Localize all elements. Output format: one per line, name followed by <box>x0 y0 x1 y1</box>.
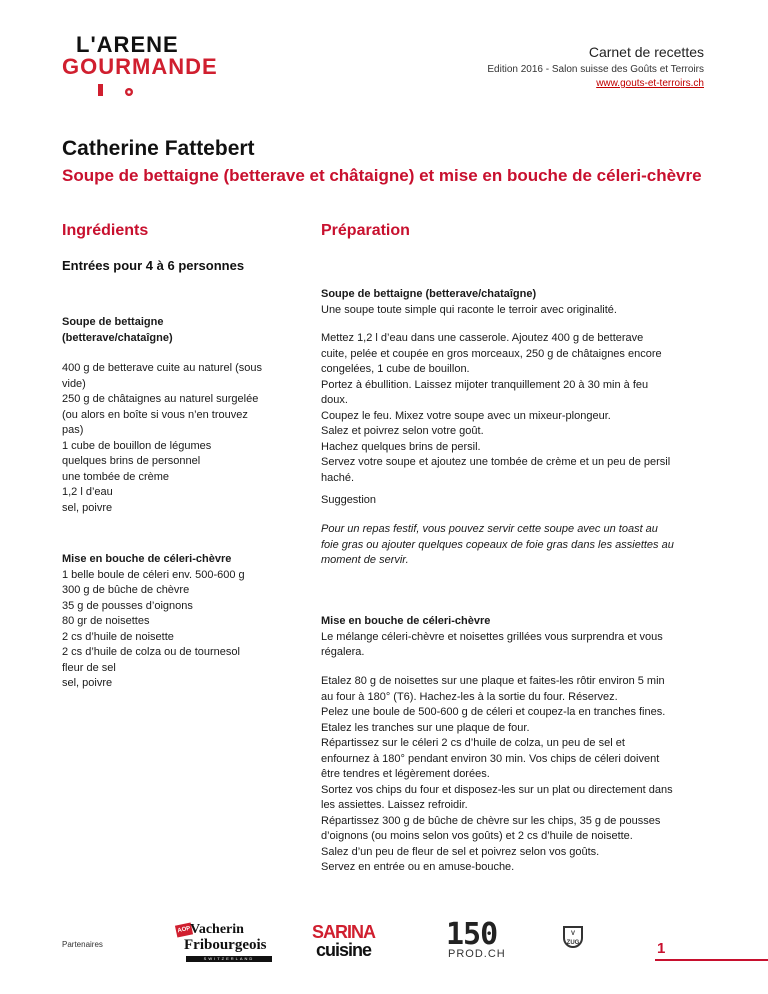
soup-preparation-title: Soupe de bettaigne (betterave/chataîgne) <box>321 288 537 300</box>
sarina-text: SARINA <box>312 922 376 942</box>
preparation-step: au four à 180° (T6). Hachez-les à la sortie du four. Réservez. <box>321 690 618 703</box>
ingredient-item: sel, poivre <box>62 501 113 514</box>
soup-preparation-intro: Une soupe toute simple qui raconte le terroir avec originalité. <box>321 303 617 316</box>
preparation-step: Etalez 80 g de noisettes sur une plaque et faites-les rôtir environ 5 min <box>321 675 665 687</box>
preparation-step: Coupez le feu. Mixez votre soupe avec un mixeur-plongeur. <box>321 409 611 422</box>
prod-ch-text: PROD.CH <box>448 948 506 960</box>
vacherin-text: Vacherin <box>190 922 244 937</box>
preparation-step: Servez votre soupe et ajoutez une tombée de crème et un peu de persil <box>321 456 671 468</box>
logo-text-line2: GOURMANDE <box>62 54 218 79</box>
sarina-cuisine-logo <box>312 920 392 966</box>
author-name: Catherine Fattebert <box>62 137 255 160</box>
ingredient-item: une tombée de crème <box>62 470 170 483</box>
preparation-step: enfournez à 180° pendant environ 30 min. Vos chips de céleri doivent <box>321 752 660 765</box>
switzerland-band: SWITZERLAND <box>186 956 272 962</box>
ingredient-item: 1,2 l d’eau <box>62 486 113 498</box>
preparation-step: cuite, pelée et coupée en gros morceaux, 250 g de châtaignes encore <box>321 347 662 360</box>
preparation-step: les assiettes. Laissez refroidir. <box>321 799 468 811</box>
ingredient-item: vide) <box>62 377 86 390</box>
ingredient-item: fleur de sel <box>62 661 116 674</box>
ingredient-item: (ou alors en boîte si vous n’en trouvez <box>62 408 248 421</box>
logo-utensils-icon <box>62 34 192 106</box>
ingredient-item: 1 cube de bouillon de légumes <box>62 439 212 452</box>
preparation-step: haché. <box>321 471 355 484</box>
ingredient-item: 2 cs d’huile de noisette <box>62 630 174 643</box>
page-number-rule <box>655 959 768 961</box>
ingredient-item: pas) <box>62 424 84 436</box>
arene-gourmande-logo <box>62 32 218 106</box>
recipe-title: Soupe de bettaigne (betterave et châtaigne) et mise en bouche de céleri-chèvre <box>62 166 702 185</box>
ingredients-heading: Ingrédients <box>62 222 149 239</box>
suggestion-label: Suggestion <box>321 494 377 506</box>
preparation-step: Etalez les tranches sur une plaque de four. <box>321 721 530 734</box>
page-number: 1 <box>657 940 666 957</box>
150-text: 150 <box>446 917 498 952</box>
preparation-step: Mettez 1,2 l d’eau dans une casserole. Ajoutez 400 g de betterave <box>321 332 644 344</box>
vzug-logo <box>563 920 589 966</box>
preparation-step: Salez d’un peu de fleur de sel et poivrez selon vos goûts. <box>321 845 600 858</box>
preparation-step: doux. <box>321 394 348 406</box>
ingredient-item: 2 cs d’huile de colza ou de tournesol <box>62 646 240 658</box>
ingredient-item: 35 g de pousses d’oignons <box>62 599 193 612</box>
preparation-step: Hachez quelques brins de persil. <box>321 440 481 453</box>
suggestion-text <box>321 522 706 569</box>
ingredient-item: 400 g de betterave cuite au naturel (sous <box>62 362 262 374</box>
preparation-step: Répartissez 300 g de bûche de chèvre sur les chips, 35 g de pousses <box>321 814 661 827</box>
servings-line: Entrées pour 4 à 6 personnes <box>62 258 245 273</box>
ingredient-item: sel, poivre <box>62 677 113 689</box>
celeri-preparation-title: Mise en bouche de céleri-chèvre <box>321 615 491 627</box>
logo-text-line1: L'ARENE <box>76 32 179 57</box>
soup-ingredients-list <box>62 361 292 516</box>
preparation-step: Salez et poivrez selon votre goût. <box>321 425 484 437</box>
preparation-step: être tendres et légèrement dorées. <box>321 768 490 780</box>
ingredient-item: quelques brins de personnel <box>62 455 201 467</box>
preparation-step: congelées, 1 cube de bouillon. <box>321 363 470 375</box>
preparation-step: Pelez une boule de 500-600 g de céleri et coupez-la en tranches fines. <box>321 706 666 718</box>
vzug-shield-icon: V ZUG <box>563 926 583 948</box>
soup-ingredients-title-line: (betterave/chataîgne) <box>62 331 173 344</box>
celeri-preparation-steps <box>321 674 706 876</box>
soup-preparation-steps <box>321 331 706 486</box>
suggestion-line: foie gras ou ajouter quelques copeaux de foie gras dans les assiettes au <box>321 538 674 551</box>
preparation-step: d’oignons (ou moins selon vos goûts) et 2 cs d’huile de noisette. <box>321 830 633 842</box>
edition-line: Edition 2016 - Salon suisse des Goûts et Terroirs <box>487 64 704 75</box>
celeri-ingredients-title: Mise en bouche de céleri-chèvre <box>62 553 232 565</box>
cuisine-text: cuisine <box>316 940 372 960</box>
booklet-title: Carnet de recettes <box>588 44 704 60</box>
celeri-preparation-intro: régalera. <box>321 646 365 658</box>
ingredient-item: 250 g de châtaignes au naturel surgelée <box>62 393 259 405</box>
preparation-step: Servez en entrée ou en amuse-bouche. <box>321 861 515 873</box>
soup-ingredients-title-line: Soupe de bettaigne <box>62 316 164 328</box>
suggestion-line: Pour un repas festif, vous pouvez servir cette soupe avec un toast au <box>321 523 658 535</box>
preparation-step: Sortez vos chips du four et disposez-les sur un plat ou directement dans <box>321 783 673 796</box>
preparation-step: Portez à ébullition. Laissez mijoter tranquillement 20 à 30 min à feu <box>321 378 649 391</box>
150-prod-logo <box>446 917 546 966</box>
soup-ingredients-title <box>62 315 292 346</box>
celeri-preparation-header <box>321 614 706 661</box>
preparation-step: Répartissez sur le céleri 2 cs d’huile de colza, un peu de sel et <box>321 737 625 749</box>
vacherin-fribourgeois-logo <box>176 920 276 966</box>
ingredient-item: 300 g de bûche de chèvre <box>62 584 190 596</box>
website-link[interactable]: www.gouts-et-terroirs.ch <box>596 78 704 89</box>
suggestion-line: moment de servir. <box>321 554 409 566</box>
aop-badge: AOP <box>175 922 193 937</box>
celeri-ingredients <box>62 552 292 692</box>
ingredient-item: 80 gr de noisettes <box>62 615 150 627</box>
celeri-preparation-intro: Le mélange céleri-chèvre et noisettes grillées vous surprendra et vous <box>321 630 663 643</box>
partners-label: Partenaires <box>62 940 103 949</box>
fribourgeois-text: Fribourgeois <box>184 937 267 953</box>
ingredient-item: 1 belle boule de céleri env. 500-600 g <box>62 568 245 581</box>
preparation-heading: Préparation <box>321 222 410 239</box>
soup-preparation-header <box>321 287 706 318</box>
